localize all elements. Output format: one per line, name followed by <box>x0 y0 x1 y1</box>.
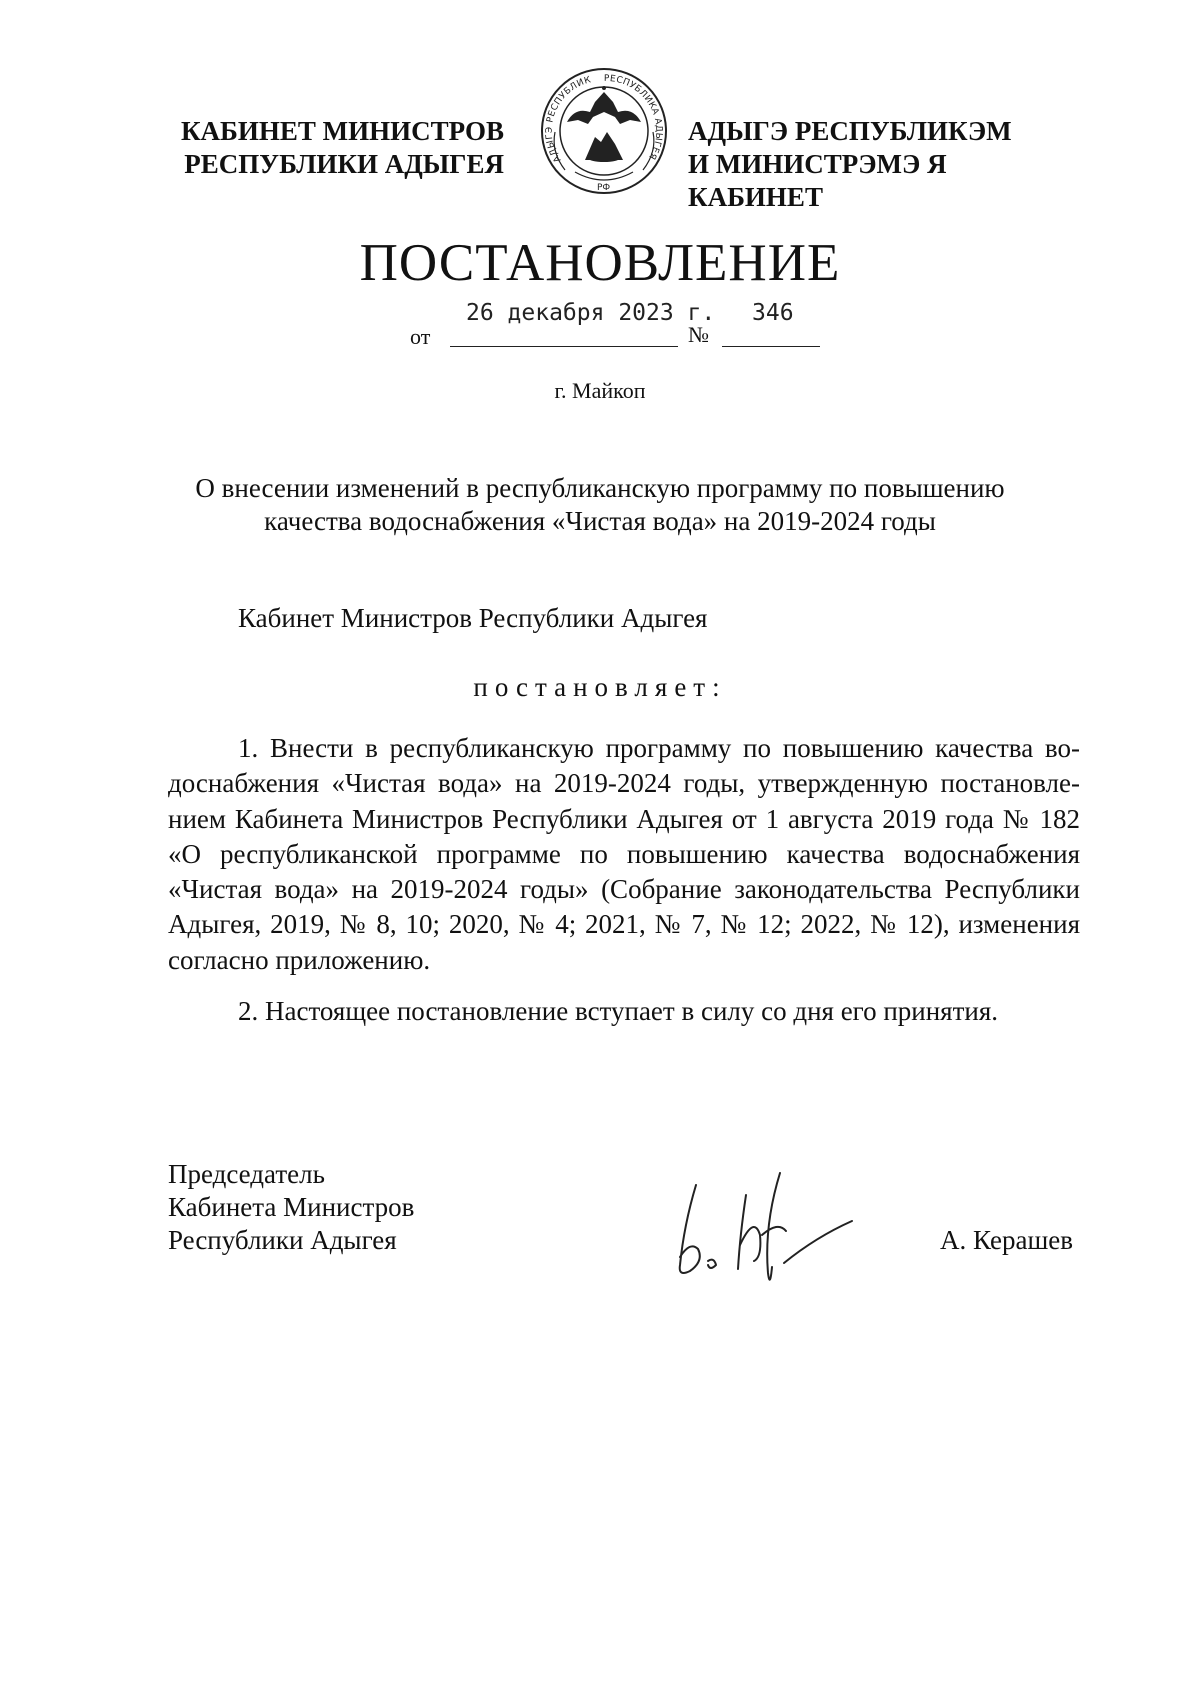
paragraph-1-line: Адыгея, 2019, № 8, 10; 2020, № 4; 2021, № 7, № 12; 2022, № 12), изменения <box>168 909 1080 940</box>
paragraph-1 <box>168 731 1080 978</box>
date-underline <box>450 346 678 347</box>
paragraph-1-line: согласно приложению. <box>168 944 431 975</box>
position-line2: Кабинета Министров <box>168 1192 415 1222</box>
city: г. Майкоп <box>554 378 646 403</box>
intro-text: Кабинет Министров Республики Адыгея <box>238 603 708 633</box>
signatory-name: А. Керашев <box>940 1225 1073 1255</box>
paragraph-1-line: доснабжения «Чистая вода» на 2019-2024 годы, утвержденную постановле- <box>168 768 1080 799</box>
decree-word: постановляет: <box>473 672 727 702</box>
number-prefix: № <box>688 322 709 347</box>
date-value: 26 декабря 2023 г. <box>466 300 716 326</box>
date-prefix: от <box>410 324 431 349</box>
number-value: 346 <box>752 300 794 326</box>
subject-heading <box>150 472 1050 538</box>
emblem-ring-left-text: АДЫГЭ РЕСПУБЛИК <box>544 75 593 164</box>
document-title: ПОСТАНОВЛЕНИЕ <box>359 234 841 292</box>
paragraph-1-line: «О республиканской программе по повышению качества водоснабжения <box>168 838 1080 869</box>
paragraph-1-line: нием Кабинета Министров Республики Адыгея от 1 августа 2019 года № 182 <box>168 803 1080 834</box>
handwritten-signature <box>660 1165 880 1295</box>
header-left-line2: РЕСПУБЛИКИ АДЫГЕЯ <box>184 149 504 179</box>
paragraph-1-line: 1. Внести в республиканскую программу по повышению качества во- <box>238 733 1080 763</box>
coat-of-arms-emblem <box>535 62 673 200</box>
paragraph-2: 2. Настоящее постановление вступает в силу со дня его принятия. <box>238 996 999 1026</box>
header-right-line2: И МИНИСТРЭМЭ Я КАБИНЕТ <box>688 149 947 212</box>
subject-line2: качества водоснабжения «Чистая вода» на 2019-2024 годы <box>264 506 936 536</box>
emblem-bottom-text: РФ <box>597 183 611 193</box>
header-left-line1: КАБИНЕТ МИНИСТРОВ <box>180 116 504 146</box>
date-number-row <box>0 300 1200 350</box>
emblem-ring-right-text: РЕСПУБЛИКА АДЫГЕЯ <box>603 73 664 162</box>
header-right <box>688 115 1088 214</box>
paragraph-1-line: «Чистая вода» на 2019-2024 годы» (Собрание законодательства Республики <box>168 874 1080 905</box>
position-line3: Республики Адыгея <box>168 1225 397 1255</box>
header-right-line1: АДЫГЭ РЕСПУБЛИКЭМ <box>688 116 1012 146</box>
subject-line1: О внесении изменений в республиканскую программу по повышению <box>195 473 1005 503</box>
position-line1: Председатель <box>168 1159 325 1189</box>
number-underline <box>722 346 820 347</box>
header-left <box>168 115 504 181</box>
signatory-position <box>168 1158 414 1257</box>
